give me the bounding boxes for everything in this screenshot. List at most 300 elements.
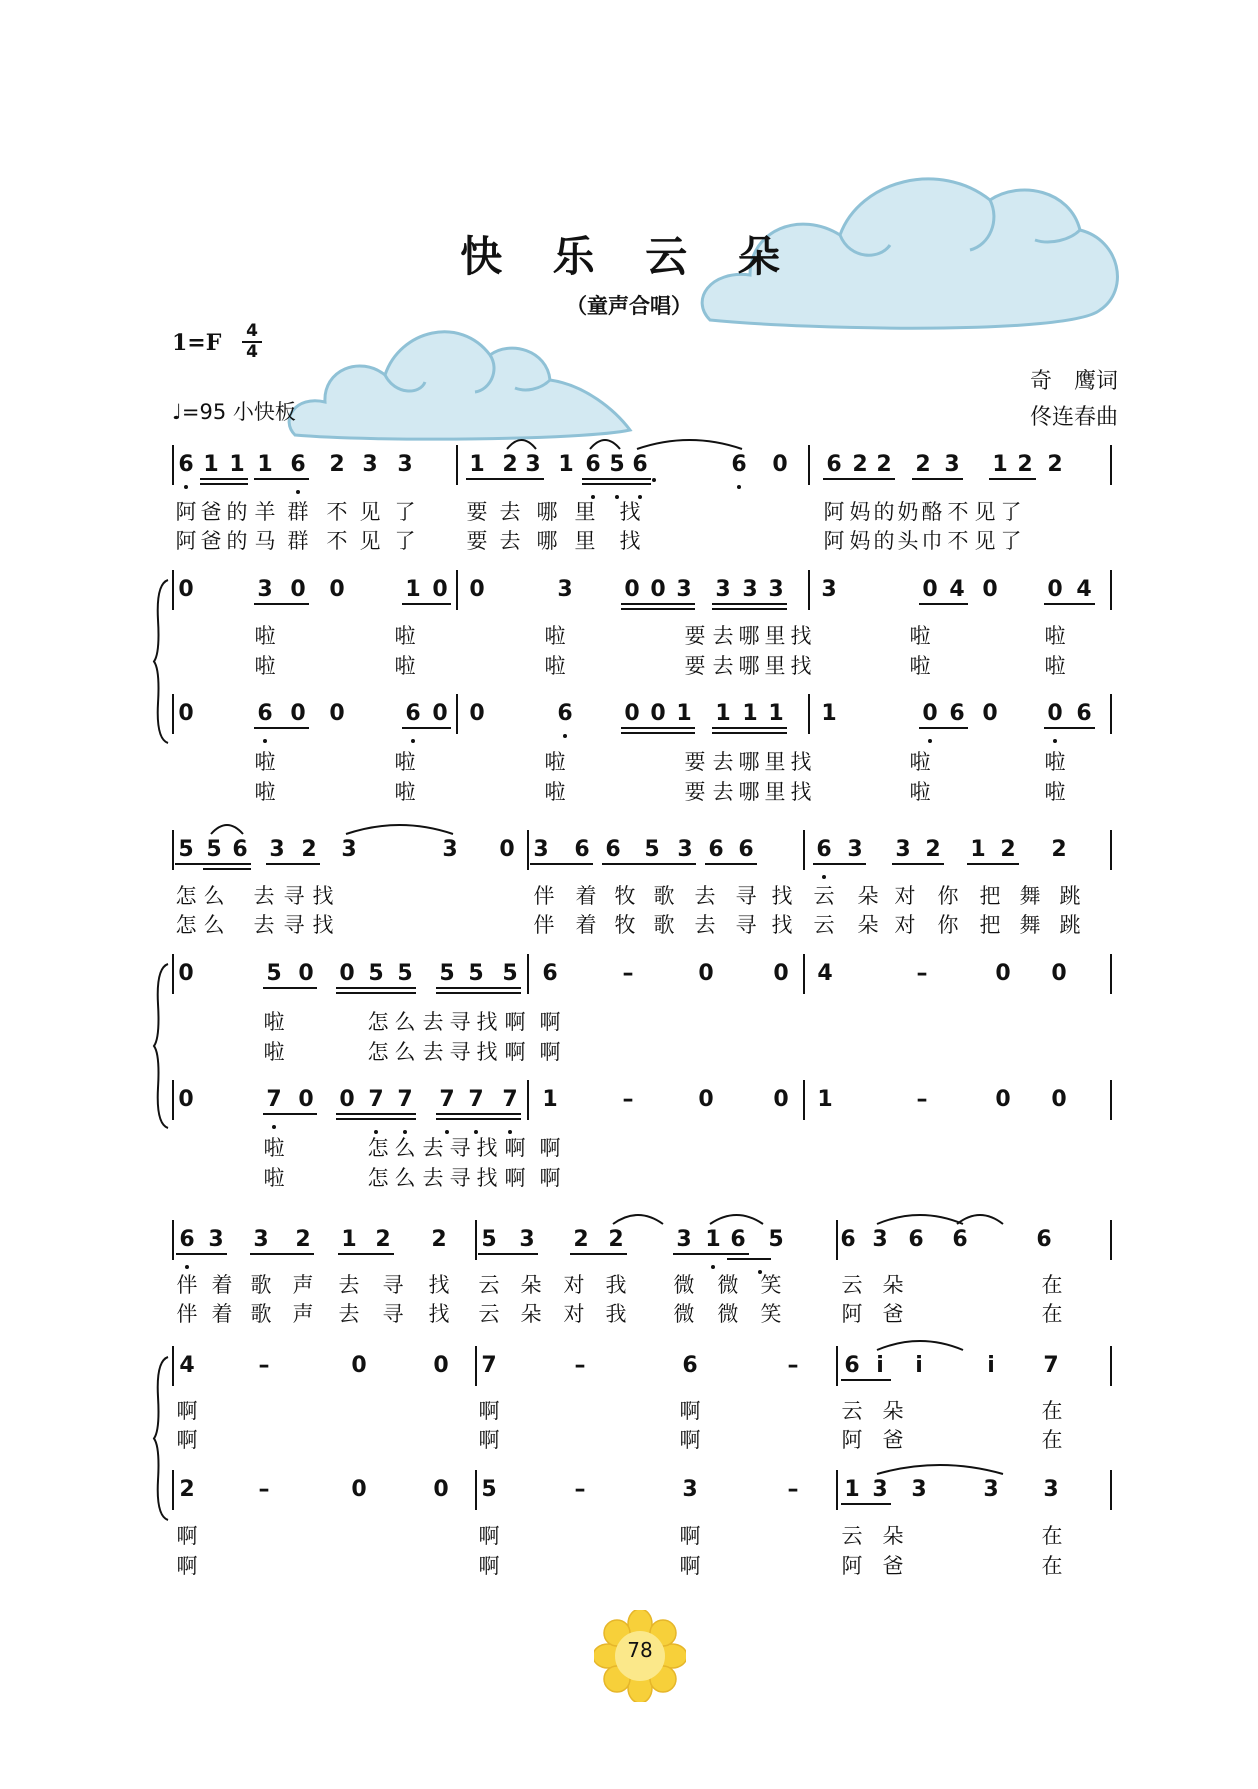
voice1-note: 0	[432, 577, 448, 602]
melody-note: 2	[329, 452, 345, 477]
voice2-lyrics-line	[0, 1164, 1258, 1194]
lyric-char: 不	[947, 500, 969, 524]
lyric-char: 歌	[250, 1302, 272, 1326]
beam-line	[175, 863, 251, 865]
voice1-note: 5	[397, 961, 413, 986]
time-signature-top: 4	[246, 321, 258, 341]
beam-line	[673, 1253, 749, 1255]
voice2-note: 0	[1051, 1087, 1067, 1112]
voice2-note: 7	[439, 1087, 455, 1112]
beam-line	[250, 1253, 314, 1255]
octave-dot	[1053, 739, 1057, 743]
lyric-char: 去	[694, 884, 716, 908]
lyric-char: 声	[292, 1302, 314, 1326]
lyric-char: 啊	[504, 1010, 526, 1034]
voice1-lyrics-line	[0, 622, 1258, 652]
voice2-note: 6	[949, 701, 965, 726]
lyric-char: 在	[1041, 1428, 1063, 1452]
voice1-note: 3	[557, 577, 573, 602]
bar-line	[1110, 1080, 1112, 1120]
lyric-char: 去	[422, 1010, 444, 1034]
voice1-note: 0	[351, 1353, 367, 1378]
melody-note: 3	[847, 837, 863, 862]
lyric-char: 啊	[176, 1399, 198, 1423]
octave-dot	[737, 485, 741, 489]
lyric-char: 跳	[1059, 913, 1081, 937]
bar-line	[1110, 694, 1112, 734]
lyric-char: 啦	[544, 780, 566, 804]
beam-line	[402, 727, 451, 729]
melody-note: 3	[895, 837, 911, 862]
slur	[505, 435, 538, 451]
lyric-char: 啦	[909, 780, 931, 804]
lyric-char: 寻	[735, 884, 757, 908]
lyric-char: 寻	[283, 884, 305, 908]
melody-note: 2	[375, 1227, 391, 1252]
lyric-char: 见	[974, 500, 996, 524]
choir-brace	[152, 578, 170, 745]
lyric-char: 要	[466, 529, 488, 553]
slur	[875, 1336, 965, 1352]
beam-line	[621, 727, 695, 729]
voice2-note: 7	[468, 1087, 484, 1112]
bar-line	[836, 1220, 838, 1260]
lyric-char: 啦	[394, 624, 416, 648]
lyric-char: 寻	[735, 913, 757, 937]
voice1-note: 0	[178, 961, 194, 986]
beam-line	[912, 478, 963, 480]
lyric-char: 里	[764, 654, 786, 678]
lyric-char: 去	[712, 624, 734, 648]
voice2-note: 0	[432, 701, 448, 726]
voice1-note: –	[622, 961, 634, 986]
voice1-lyrics-line	[0, 1397, 1258, 1427]
lyric-char: 伴	[533, 913, 555, 937]
lyric-char: 寻	[449, 1040, 471, 1064]
bar-line	[1110, 954, 1112, 994]
lyric-char: 在	[1041, 1399, 1063, 1423]
bar-line	[475, 1470, 477, 1510]
voice2-note: 0	[624, 701, 640, 726]
voice2-note: 3	[911, 1477, 927, 1502]
lyric-char: 舞	[1019, 884, 1041, 908]
lyric-char: 里	[764, 624, 786, 648]
melody-note: 1	[970, 837, 986, 862]
lyric-char: 对	[894, 913, 916, 937]
beam-line	[200, 483, 248, 485]
voice2-note: 0	[698, 1087, 714, 1112]
lyric-char: 啦	[263, 1136, 285, 1160]
lyric-char: 去	[422, 1040, 444, 1064]
octave-dot	[652, 478, 656, 482]
octave-dot	[411, 739, 415, 743]
voice1-note: 0	[1047, 577, 1063, 602]
melody-note: 3	[341, 837, 357, 862]
voice2-note: –	[574, 1477, 586, 1502]
beam-line	[712, 732, 787, 734]
voice1-note: 4	[1076, 577, 1092, 602]
beam-line	[582, 483, 651, 485]
voice1-lyrics-line	[0, 652, 1258, 682]
melody-note: 3	[253, 1227, 269, 1252]
melody-note: 3	[676, 1227, 692, 1252]
lyric-char: 啊	[679, 1554, 701, 1578]
lyric-char: 怎	[367, 1166, 389, 1190]
voice1-lyrics-line	[0, 1008, 1258, 1038]
voice1-note: 0	[433, 1353, 449, 1378]
slur	[875, 1210, 965, 1226]
lyric-char: 在	[1041, 1302, 1063, 1326]
lyric-char: 云	[813, 913, 835, 937]
lyric-char: 要	[684, 654, 706, 678]
melody-lyrics-line	[0, 882, 1258, 912]
beam-line	[263, 1113, 317, 1115]
melody-note: 2	[431, 1227, 447, 1252]
lyric-char: 找	[476, 1040, 498, 1064]
beam-line	[813, 863, 866, 865]
bar-line	[172, 1470, 174, 1510]
lyric-char: 怎	[175, 913, 197, 937]
lyric-char: 啊	[176, 1554, 198, 1578]
voice2-note: 0	[1047, 701, 1063, 726]
melody-lyrics-line	[0, 498, 1258, 528]
lyric-char: 啊	[478, 1524, 500, 1548]
voice2-lyrics-line	[0, 1134, 1258, 1164]
melody-note: 3	[677, 837, 693, 862]
bar-line	[836, 1470, 838, 1510]
beam-line	[478, 1253, 538, 1255]
beam-line	[967, 863, 1019, 865]
lyric-char: 寻	[449, 1010, 471, 1034]
lyric-char: 在	[1041, 1524, 1063, 1548]
lyric-char: 啊	[539, 1136, 561, 1160]
voice1-note: 0	[298, 961, 314, 986]
lyric-char: 么	[394, 1136, 416, 1160]
time-signature	[240, 322, 264, 362]
melody-lyrics-line	[0, 1271, 1258, 1301]
melody-note: 3	[362, 452, 378, 477]
lyric-char: 找	[312, 884, 334, 908]
melody-note: 0	[499, 837, 515, 862]
lyric-char: 找	[790, 780, 812, 804]
beam-line	[336, 992, 416, 994]
voice1-note: 3	[715, 577, 731, 602]
voice1-note: 4	[817, 961, 833, 986]
voice1-note: 6	[682, 1353, 698, 1378]
lyric-char: 啊	[504, 1136, 526, 1160]
melody-note: 2	[1000, 837, 1016, 862]
voice1-note: i	[876, 1353, 884, 1378]
lyric-char: 哪	[536, 529, 558, 553]
octave-dot	[563, 734, 567, 738]
lyric-char: 着	[211, 1302, 233, 1326]
melody-note: 1	[705, 1227, 721, 1252]
beam-line	[200, 478, 248, 480]
lyric-char: 啦	[394, 654, 416, 678]
beam-line	[919, 603, 968, 605]
lyric-char: 去	[694, 913, 716, 937]
lyric-char: 你	[937, 884, 959, 908]
voice2-note: –	[787, 1477, 799, 1502]
lyric-char: 啊	[679, 1399, 701, 1423]
lyric-char: 里	[574, 529, 596, 553]
lyric-char: 微	[717, 1302, 739, 1326]
lyric-char: 我	[605, 1273, 627, 1297]
voice2-note: 0	[339, 1087, 355, 1112]
voice1-note: 3	[676, 577, 692, 602]
melody-note: 5	[178, 837, 194, 862]
lyric-char: 啊	[478, 1399, 500, 1423]
lyric-char: 伴	[176, 1302, 198, 1326]
lyric-char: 云	[478, 1273, 500, 1297]
octave-dot	[822, 875, 826, 879]
lyric-char: 的	[873, 500, 895, 524]
lyric-char: 微	[673, 1302, 695, 1326]
melody-note: 2	[608, 1227, 624, 1252]
lyric-char: 云	[841, 1524, 863, 1548]
lyric-char: 舞	[1019, 913, 1041, 937]
lyric-char: 啦	[254, 750, 276, 774]
beam-line	[989, 478, 1036, 480]
melody-note: 1	[257, 452, 273, 477]
lyric-char: 阿	[841, 1302, 863, 1326]
octave-dot	[185, 1265, 189, 1269]
voice1-note: 7	[481, 1353, 497, 1378]
voice2-note: 1	[768, 701, 784, 726]
melody-note: 6	[738, 837, 754, 862]
slur	[209, 820, 245, 836]
beam-line	[1044, 603, 1095, 605]
lyric-char: 去	[253, 913, 275, 937]
lyric-char: 去	[499, 529, 521, 553]
beam-line	[336, 987, 416, 989]
beam-line	[823, 478, 895, 480]
lyric-char: 伴	[533, 884, 555, 908]
beam-line	[402, 603, 451, 605]
slur	[635, 435, 744, 451]
voice2-note: 0	[922, 701, 938, 726]
melody-note: 2	[502, 452, 518, 477]
lyric-char: 声	[292, 1273, 314, 1297]
lyric-char: 啦	[394, 780, 416, 804]
lyric-char: 找	[619, 529, 641, 553]
octave-dot	[928, 739, 932, 743]
voice2-note: 0	[995, 1087, 1011, 1112]
beam-line	[176, 1253, 227, 1255]
slur	[708, 1210, 765, 1226]
voice1-note: 0	[290, 577, 306, 602]
voice2-note: 7	[266, 1087, 282, 1112]
lyric-char: 啊	[539, 1040, 561, 1064]
voice2-note: 1	[676, 701, 692, 726]
voice2-lyrics-line	[0, 778, 1258, 808]
voice2-note: 3	[983, 1477, 999, 1502]
voice2-note: 0	[773, 1087, 789, 1112]
lyric-char: 啦	[909, 750, 931, 774]
lyric-char: 阿	[175, 529, 197, 553]
lyric-char: 不	[947, 529, 969, 553]
lyric-char: 去	[422, 1136, 444, 1160]
bar-line	[1110, 445, 1112, 485]
lyric-char: 马	[254, 529, 276, 553]
lyric-char: 要	[684, 624, 706, 648]
voice1-note: –	[258, 1353, 270, 1378]
lyric-char: 朵	[882, 1524, 904, 1548]
lyric-char: 阿	[823, 529, 845, 553]
lyric-char: 把	[979, 884, 1001, 908]
lyric-char: 去	[253, 884, 275, 908]
lyric-char: 云	[813, 884, 835, 908]
bar-line	[808, 694, 810, 734]
lyric-char: 朵	[520, 1273, 542, 1297]
octave-dot	[296, 490, 300, 494]
voice2-note: 6	[557, 701, 573, 726]
bar-line	[456, 694, 458, 734]
slur	[611, 1210, 665, 1226]
lyric-char: 啊	[176, 1428, 198, 1452]
lyric-char: 么	[394, 1010, 416, 1034]
melody-lyrics-line	[0, 527, 1258, 557]
melody-note: 1	[469, 452, 485, 477]
voice2-lyrics-line	[0, 1552, 1258, 1582]
lyric-char: 阿	[175, 500, 197, 524]
lyric-char: 找	[771, 884, 793, 908]
lyric-char: 不	[326, 500, 348, 524]
melody-note: 6	[232, 837, 248, 862]
voice1-note: i	[987, 1353, 995, 1378]
lyric-char: 云	[841, 1273, 863, 1297]
lyricist-credit: 奇 鹰词	[1029, 369, 1118, 394]
bar-line	[172, 694, 174, 734]
beam-line	[621, 732, 695, 734]
lyric-char: 怎	[367, 1136, 389, 1160]
voice2-note: 3	[682, 1477, 698, 1502]
time-signature-bottom: 4	[246, 342, 258, 362]
voice1-note: 0	[650, 577, 666, 602]
beam-line	[621, 608, 695, 610]
lyric-char: 头	[897, 529, 919, 553]
melody-note: 3	[525, 452, 541, 477]
melody-note: 5	[644, 837, 660, 862]
lyric-char: 朵	[882, 1273, 904, 1297]
voice2-note: 1	[844, 1477, 860, 1502]
lyric-char: 爸	[882, 1554, 904, 1578]
melody-note: 6	[952, 1227, 968, 1252]
melody-note: 3	[208, 1227, 224, 1252]
lyric-char: 的	[873, 529, 895, 553]
lyric-char: 的	[226, 529, 248, 553]
melody-note: 2	[925, 837, 941, 862]
lyric-char: 要	[684, 750, 706, 774]
voice2-note: 3	[1043, 1477, 1059, 1502]
lyric-char: 阿	[841, 1554, 863, 1578]
melody-note: 3	[519, 1227, 535, 1252]
bar-line	[527, 830, 529, 870]
octave-dot	[272, 1125, 276, 1129]
voice1-note: 5	[468, 961, 484, 986]
beam-line	[621, 603, 695, 605]
voice2-note: 0	[433, 1477, 449, 1502]
beam-line	[436, 1113, 521, 1115]
lyric-char: 去	[499, 500, 521, 524]
lyric-char: 着	[575, 913, 597, 937]
lyric-char: 朵	[857, 884, 879, 908]
voice1-note: 0	[982, 577, 998, 602]
lyric-char: 啦	[263, 1166, 285, 1190]
lyric-char: 寻	[449, 1136, 471, 1160]
bar-line	[172, 1080, 174, 1120]
lyric-char: 怎	[367, 1010, 389, 1034]
lyric-char: 酪	[921, 500, 943, 524]
lyric-char: 伴	[176, 1273, 198, 1297]
melody-note: 6	[178, 452, 194, 477]
melody-note: 2	[852, 452, 868, 477]
lyric-char: 怎	[367, 1040, 389, 1064]
lyric-char: 了	[1000, 500, 1022, 524]
choir-brace	[152, 962, 170, 1130]
lyric-char: 笑	[760, 1273, 782, 1297]
lyric-char: 了	[394, 529, 416, 553]
lyric-char: 啊	[478, 1554, 500, 1578]
voice2-note: –	[622, 1087, 634, 1112]
lyric-char: 啦	[1044, 780, 1066, 804]
voice2-note: 0	[351, 1477, 367, 1502]
lyric-char: 爸	[882, 1302, 904, 1326]
beam-line	[727, 1258, 771, 1260]
lyric-char: 奶	[897, 500, 919, 524]
beam-line	[841, 1379, 891, 1381]
voice2-note: 1	[742, 701, 758, 726]
melody-note: 2	[1047, 452, 1063, 477]
beam-line	[203, 868, 251, 870]
voice2-note: 0	[178, 701, 194, 726]
melody-note: 5	[206, 837, 222, 862]
melody-note: 5	[609, 452, 625, 477]
lyric-char: 啊	[679, 1428, 701, 1452]
beam-line	[436, 1118, 521, 1120]
lyric-char: 哪	[738, 750, 760, 774]
lyric-char: 爸	[200, 500, 222, 524]
bar-line	[803, 1080, 805, 1120]
voice2-note: 0	[329, 701, 345, 726]
voice1-note: 6	[844, 1353, 860, 1378]
lyric-char: 找	[476, 1010, 498, 1034]
beam-line	[712, 727, 787, 729]
voice1-note: 3	[257, 577, 273, 602]
lyric-char: 啊	[539, 1166, 561, 1190]
lyric-char: 里	[764, 780, 786, 804]
beam-line	[582, 478, 651, 480]
beam-line	[570, 1253, 627, 1255]
melody-note: 1	[341, 1227, 357, 1252]
lyric-char: 对	[563, 1273, 585, 1297]
voice1-note: 3	[821, 577, 837, 602]
lyric-char: 啦	[544, 654, 566, 678]
voice1-note: 3	[768, 577, 784, 602]
lyric-char: 去	[422, 1166, 444, 1190]
lyric-char: 朵	[882, 1399, 904, 1423]
voice1-note: 0	[1051, 961, 1067, 986]
voice1-note: 0	[773, 961, 789, 986]
lyric-char: 我	[605, 1302, 627, 1326]
lyric-char: 歌	[653, 884, 675, 908]
lyric-char: 着	[575, 884, 597, 908]
beam-line	[712, 603, 787, 605]
lyric-char: 牧	[614, 884, 636, 908]
lyric-char: 哪	[738, 654, 760, 678]
lyric-char: 啦	[254, 654, 276, 678]
melody-note: 3	[397, 452, 413, 477]
